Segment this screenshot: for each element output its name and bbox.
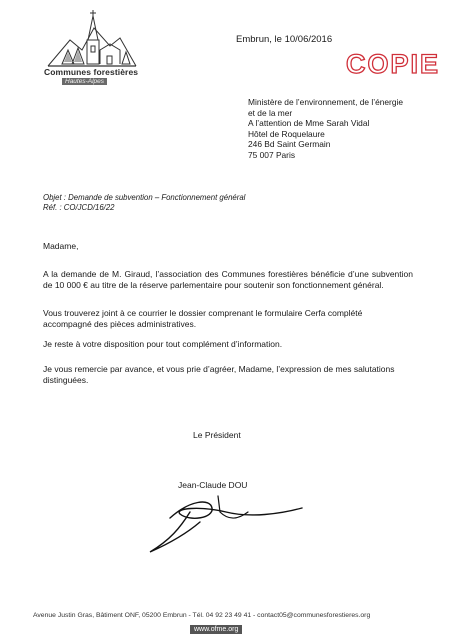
body-paragraph: Vous trouverez joint à ce courrier le dossier comprenant le formulaire Cerfa complété accompagné des pièces administratives. [43,308,363,329]
date-line: Embrun, le 10/06/2016 [236,34,333,45]
body-paragraph: Je vous remercie par avance, et vous prie d’agréer, Madame, l’expression de mes salutations distinguées. [43,364,395,385]
body-paragraph: A la demande de M. Giraud, l’association des Communes forestières bénéficie d’une subvention de 10 000 € au titre de la réserve parlementaire pour soutenir son fonctionnement général. [43,269,413,290]
website-link[interactable]: www.ofme.org [190,625,242,634]
signer-title: Le Président [193,430,241,440]
recipient-line: 75 007 Paris [248,149,296,160]
recipient-line: Hôtel de Roquelaure [248,128,325,139]
handwritten-signature-icon [130,478,310,558]
org-name: Communes forestières [44,67,139,77]
recipient-address [248,97,403,161]
recipient-line: 246 Bd Saint Germain [248,139,331,150]
reference-line: Réf. : CO/JCD/16/22 [43,202,115,212]
recipient-line: et de la mer [248,107,293,118]
subject-line: Objet : Demande de subvention – Fonctionnement général [43,193,246,202]
recipient-line: A l’attention de Mme Sarah Vidal [248,118,370,129]
copy-stamp: COPIE [346,49,441,79]
recipient-line: Ministère de l’environnement, de l’énergie [248,97,404,107]
footer-address: Avenue Justin Gras, Bâtiment ONF, 05200 Embrun - Tél. 04 92 23 49 41 - contact05@communesforestieres.org [33,612,371,619]
signer-name: Jean-Claude DOU [178,480,248,490]
subject-block [43,193,245,212]
salutation: Madame, [43,241,79,251]
body-paragraph: Je reste à votre disposition pour tout complément d’information. [43,339,283,349]
org-department: Hautes-Alpes [62,78,107,85]
